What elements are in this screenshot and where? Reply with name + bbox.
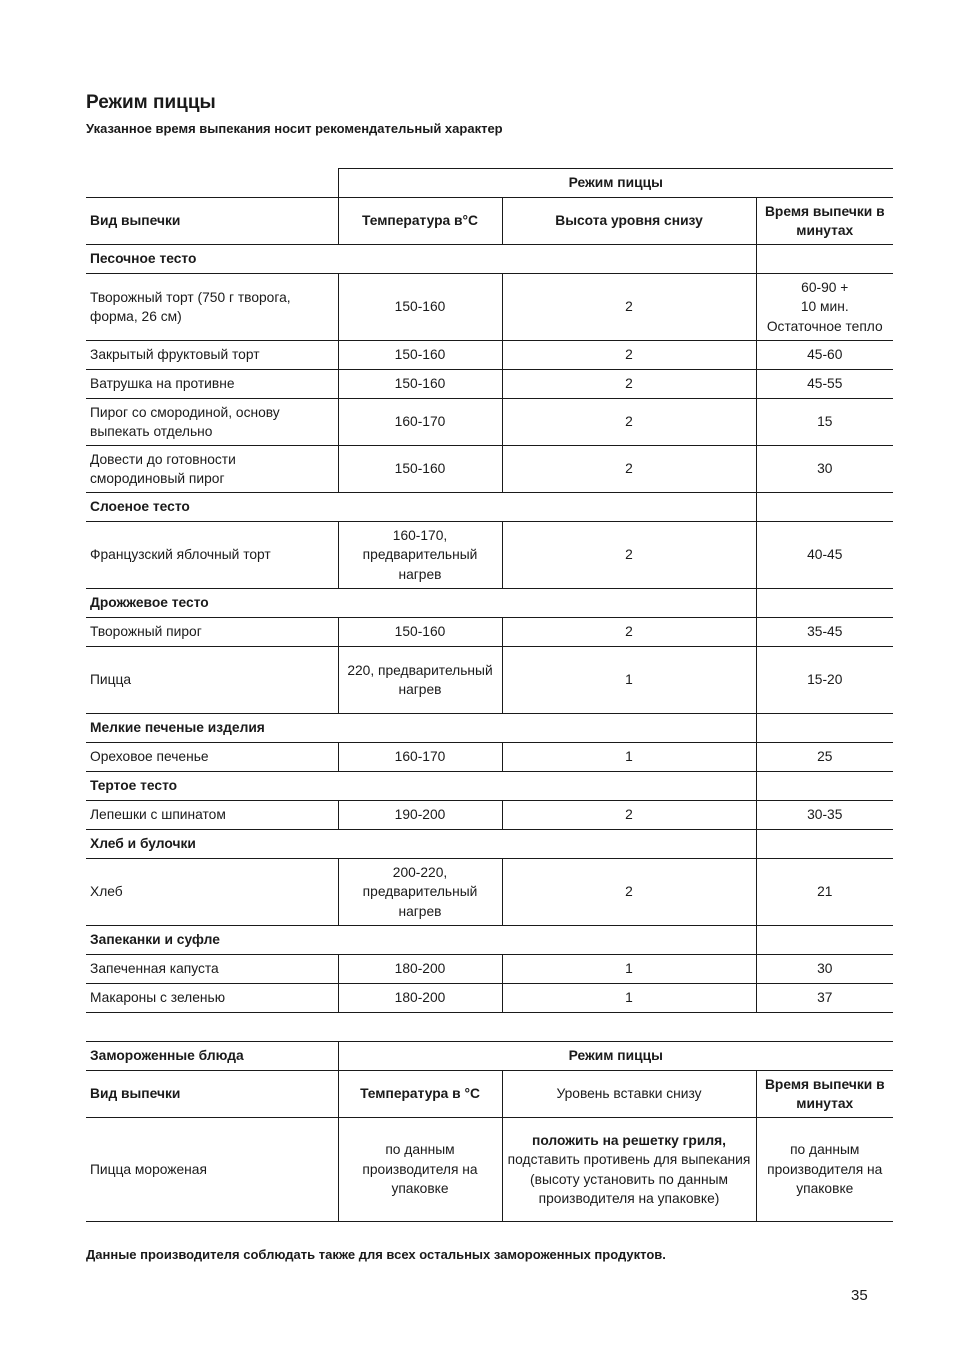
col-header-temp: Температура в°С — [338, 198, 502, 245]
section-header-blank — [756, 714, 893, 743]
level-cell: 2 — [502, 370, 756, 399]
time-line: 15 — [817, 414, 833, 430]
table-row — [86, 984, 893, 1013]
time-line: 15-20 — [807, 672, 843, 688]
time-line: Остаточное тепло — [766, 318, 883, 334]
level-cell: 1 — [502, 955, 756, 984]
col-header-level: Высота уровня снизу — [502, 198, 756, 245]
frozen-level-cell — [502, 1118, 756, 1222]
item-cell: Лепешки с шпинатом — [86, 801, 338, 830]
time-cell — [756, 801, 893, 830]
section-header: Слоеное тесто — [86, 493, 756, 522]
level-cell: 1 — [502, 984, 756, 1013]
page-title: Режим пиццы — [86, 92, 216, 113]
time-cell — [756, 859, 893, 926]
time-line: 30 — [817, 961, 833, 977]
frozen-col-header-item: Вид выпечки — [86, 1071, 338, 1118]
time-line: 21 — [817, 884, 833, 900]
time-cell — [756, 647, 893, 714]
level-cell: 2 — [502, 341, 756, 370]
temp-cell: 160-170 — [338, 399, 502, 446]
frozen-level-bold: положить на решетку гриля, — [532, 1132, 726, 1148]
frozen-dishes-table — [86, 1041, 893, 1222]
footnote: Данные производителя соблюдать также для всех остальных замороженных продуктов. — [86, 1247, 666, 1262]
frozen-col-header-temp: Температура в °С — [338, 1071, 502, 1118]
section-header: Песочное тесто — [86, 245, 756, 274]
section-header: Дрожжевое тесто — [86, 589, 756, 618]
time-cell — [756, 370, 893, 399]
item-cell: Пицца — [86, 647, 338, 714]
time-cell — [756, 955, 893, 984]
item-cell: Творожный торт (750 г творога, форма, 26 см) — [86, 274, 338, 341]
level-cell: 2 — [502, 859, 756, 926]
section-header: Запеканки и суфле — [86, 926, 756, 955]
table-row — [86, 955, 893, 984]
table-row — [86, 341, 893, 370]
section-header: Мелкие печеные изделия — [86, 714, 756, 743]
pizza-mode-table — [86, 168, 893, 1013]
level-cell: 2 — [502, 274, 756, 341]
section-header: Хлеб и булочки — [86, 830, 756, 859]
item-cell: Закрытый фруктовый торт — [86, 341, 338, 370]
page-number: 35 — [851, 1287, 868, 1304]
temp-cell: 150-160 — [338, 341, 502, 370]
item-cell: Французский яблочный торт — [86, 522, 338, 589]
table-row — [86, 647, 893, 714]
table-row — [86, 522, 893, 589]
time-cell — [756, 743, 893, 772]
item-cell: Пирог со смородиной, основу выпекать отдельно — [86, 399, 338, 446]
temp-cell: 160-170 — [338, 743, 502, 772]
frozen-category-header: Замороженные блюда — [86, 1042, 338, 1071]
item-cell: Макароны с зеленью — [86, 984, 338, 1013]
time-cell — [756, 274, 893, 341]
frozen-col-header-level: Уровень вставки снизу — [502, 1071, 756, 1118]
section-header-blank — [756, 926, 893, 955]
mode-header: Режим пиццы — [338, 169, 893, 198]
level-cell: 2 — [502, 618, 756, 647]
header-blank-cell — [86, 169, 338, 198]
table-row — [86, 801, 893, 830]
time-line: 10 мин. — [800, 299, 849, 315]
temp-cell: 220, предварительный нагрев — [338, 647, 502, 714]
time-line: 25 — [817, 749, 833, 765]
level-cell: 1 — [502, 743, 756, 772]
time-line: 45-60 — [807, 347, 843, 363]
section-header-blank — [756, 245, 893, 274]
level-cell: 1 — [502, 647, 756, 714]
temp-cell: 160-170, предварительный нагрев — [338, 522, 502, 589]
temp-cell: 180-200 — [338, 984, 502, 1013]
table-row — [86, 618, 893, 647]
time-line: 30-35 — [807, 807, 843, 823]
frozen-mode-header: Режим пиццы — [338, 1042, 893, 1071]
time-cell — [756, 618, 893, 647]
item-cell: Хлеб — [86, 859, 338, 926]
item-cell: Творожный пирог — [86, 618, 338, 647]
table-row — [86, 743, 893, 772]
frozen-time-cell: по данным производителя на упаковке — [756, 1118, 893, 1222]
section-header-blank — [756, 493, 893, 522]
level-cell: 2 — [502, 399, 756, 446]
frozen-temp-cell: по данным производителя на упаковке — [338, 1118, 502, 1222]
time-line: 35-45 — [807, 624, 843, 640]
section-header-blank — [756, 589, 893, 618]
col-header-time: Время выпечки в минутах — [756, 198, 893, 245]
time-cell — [756, 399, 893, 446]
section-header-blank — [756, 772, 893, 801]
time-line: 30 — [817, 461, 833, 477]
item-cell: Ватрушка на противне — [86, 370, 338, 399]
table-row — [86, 399, 893, 446]
time-cell — [756, 341, 893, 370]
time-cell — [756, 984, 893, 1013]
table-row — [86, 446, 893, 493]
item-cell: Ореховое печенье — [86, 743, 338, 772]
page-subtitle: Указанное время выпекания носит рекомендательный характер — [86, 121, 503, 136]
time-line: 60-90 + — [801, 279, 849, 295]
temp-cell: 150-160 — [338, 370, 502, 399]
time-line: 45-55 — [807, 376, 843, 392]
col-header-item: Вид выпечки — [86, 198, 338, 245]
frozen-level-text: подставить противень для выпекания (высоту установить по данным производителя на упаковке) — [507, 1152, 751, 1206]
level-cell: 2 — [502, 522, 756, 589]
temp-cell: 180-200 — [338, 955, 502, 984]
section-header-blank — [756, 830, 893, 859]
frozen-item-cell: Пицца мороженая — [86, 1118, 338, 1222]
table-row — [86, 274, 893, 341]
table-row — [86, 370, 893, 399]
temp-cell: 150-160 — [338, 618, 502, 647]
temp-cell: 150-160 — [338, 274, 502, 341]
level-cell: 2 — [502, 446, 756, 493]
item-cell: Запеченная капуста — [86, 955, 338, 984]
time-cell — [756, 522, 893, 589]
temp-cell: 150-160 — [338, 446, 502, 493]
section-header: Тертое тесто — [86, 772, 756, 801]
time-line: 37 — [817, 990, 833, 1006]
item-cell: Довести до готовности смородиновый пирог — [86, 446, 338, 493]
temp-cell: 190-200 — [338, 801, 502, 830]
table-row — [86, 859, 893, 926]
time-cell — [756, 446, 893, 493]
level-cell: 2 — [502, 801, 756, 830]
frozen-col-header-time: Время выпечки в минутах — [756, 1071, 893, 1118]
time-line: 40-45 — [807, 547, 843, 563]
temp-cell: 200-220, предварительный нагрев — [338, 859, 502, 926]
